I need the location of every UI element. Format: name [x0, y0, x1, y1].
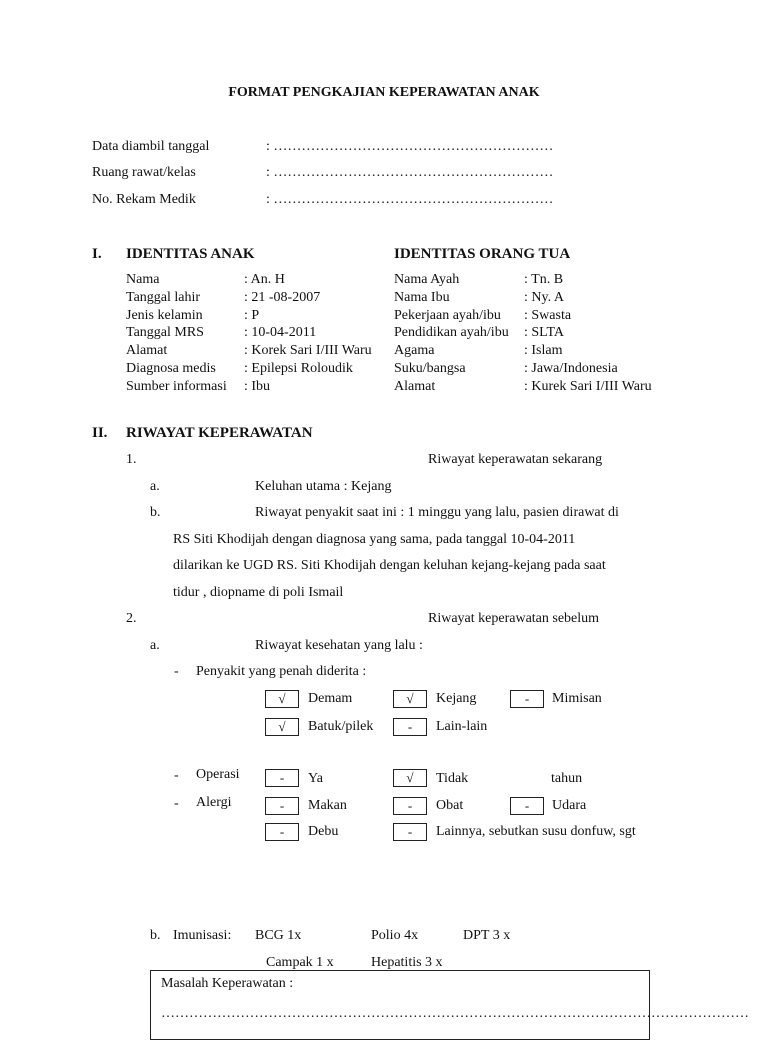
father-name-value: : Tn. B: [524, 272, 564, 287]
nursing-problem-label: Masalah Keperawatan :: [161, 976, 294, 991]
child-diagnosis-value: : Epilepsi Roloudik: [244, 361, 353, 376]
section-2-number: II.: [92, 425, 108, 441]
child-birthdate-label: Tanggal lahir: [126, 290, 201, 305]
alergi-udara-checkbox[interactable]: -: [510, 797, 544, 815]
mimisan-checkbox[interactable]: -: [510, 690, 544, 708]
past-health-label: Riwayat kesehatan yang lalu :: [255, 638, 423, 653]
item-1-title: Riwayat keperawatan sekarang: [428, 452, 603, 467]
medical-record-value: : ……………………………………………………: [266, 192, 554, 207]
imunisasi-dpt: DPT 3 x: [463, 928, 511, 943]
operasi-year-label: tahun: [551, 771, 583, 786]
section-1-title: IDENTITAS ANAK: [126, 246, 255, 262]
operasi-ya-label: Ya: [308, 771, 323, 786]
operasi-ya-checkbox[interactable]: -: [265, 769, 299, 787]
imunisasi-letter: b.: [150, 928, 161, 943]
nursing-problem-box: [150, 970, 749, 1040]
lain-lain-label: Lain-lain: [436, 719, 488, 734]
lain-lain-checkbox[interactable]: -: [393, 718, 427, 736]
kejang-label: Kejang: [436, 691, 477, 706]
page-title: FORMAT PENGKAJIAN KEPERAWATAN ANAK: [228, 85, 540, 100]
parents-occupation-label: Pekerjaan ayah/ibu: [394, 308, 501, 323]
alergi-obat-checkbox[interactable]: -: [393, 797, 427, 815]
imunisasi-bcg: BCG 1x: [255, 928, 302, 943]
child-birthdate-value: : 21 -08-2007: [244, 290, 321, 305]
item-2-title: Riwayat keperawatan sebelum: [428, 611, 600, 626]
current-illness-line-1: Riwayat penyakit saat ini : 1 minggu yang lalu, pasien dirawat di: [255, 505, 619, 520]
alergi-udara-label: Udara: [552, 798, 587, 813]
child-diagnosis-label: Diagnosa medis: [126, 361, 216, 376]
item-2-number: 2.: [126, 611, 137, 626]
child-name-label: Nama: [126, 272, 160, 287]
demam-checkbox[interactable]: √: [265, 690, 299, 708]
operasi-tidak-checkbox[interactable]: √: [393, 769, 427, 787]
mother-name-label: Nama Ibu: [394, 290, 450, 305]
batuk-pilek-label: Batuk/pilek: [308, 719, 374, 734]
child-sex-value: : P: [244, 308, 260, 323]
nursing-problem-dots[interactable]: ………………………………………………………………………………………………………………: [161, 1006, 749, 1021]
child-address-label: Alamat: [126, 343, 168, 358]
imunisasi-campak: Campak 1 x: [266, 955, 334, 970]
item-1b-letter: b.: [150, 505, 161, 520]
diseases-label: Penyakit yang penah diderita :: [196, 664, 367, 679]
current-illness-line-3: dilarikan ke UGD RS. Siti Khodijah dengan keluhan kejang-kejang pada saat: [173, 558, 606, 573]
room-class-value: : ……………………………………………………: [266, 165, 554, 180]
medical-record-label: No. Rekam Medik: [92, 192, 196, 207]
child-admission-label: Tanggal MRS: [126, 325, 204, 340]
alergi-lainnya-checkbox[interactable]: -: [393, 823, 427, 841]
mother-name-value: : Ny. A: [524, 290, 564, 305]
imunisasi-hepatitis: Hepatitis 3 x: [371, 955, 443, 970]
ethnicity-value: : Jawa/Indonesia: [524, 361, 618, 376]
diseases-dash: -: [174, 664, 179, 679]
operasi-tidak-label: Tidak: [436, 771, 469, 786]
item-1a-letter: a.: [150, 479, 160, 494]
parents-education-value: : SLTA: [524, 325, 564, 340]
imunisasi-polio: Polio 4x: [371, 928, 419, 943]
current-illness-line-4: tidur , diopname di poli Ismail: [173, 585, 344, 600]
mimisan-label: Mimisan: [552, 691, 602, 706]
child-name-value: : An. H: [244, 272, 285, 287]
father-name-label: Nama Ayah: [394, 272, 460, 287]
parents-occupation-value: : Swasta: [524, 308, 572, 323]
parents-address-label: Alamat: [394, 379, 436, 394]
demam-label: Demam: [308, 691, 353, 706]
child-source-value: : Ibu: [244, 379, 271, 394]
room-class-label: Ruang rawat/kelas: [92, 165, 196, 180]
chief-complaint: Keluhan utama : Kejang: [255, 479, 392, 494]
child-sex-label: Jenis kelamin: [126, 308, 203, 323]
item-2a-letter: a.: [150, 638, 160, 653]
parents-identity-title: IDENTITAS ORANG TUA: [394, 246, 571, 262]
child-source-label: Sumber informasi: [126, 379, 227, 394]
alergi-dash: -: [174, 796, 179, 811]
date-taken-label: Data diambil tanggal: [92, 139, 210, 154]
operasi-dash: -: [174, 768, 179, 783]
parents-address-value: : Kurek Sari I/III Waru: [524, 379, 652, 394]
child-address-value: : Korek Sari I/III Waru: [244, 343, 372, 358]
alergi-lainnya-label: Lainnya, sebutkan susu donfuw, sgt: [436, 824, 636, 839]
current-illness-line-2: RS Siti Khodijah dengan diagnosa yang sama, pada tanggal 10-04-2011: [173, 532, 576, 547]
date-taken-value: : ……………………………………………………: [266, 139, 554, 154]
child-admission-value: : 10-04-2011: [244, 325, 317, 340]
religion-label: Agama: [394, 343, 435, 358]
alergi-obat-label: Obat: [436, 798, 464, 813]
alergi-debu-checkbox[interactable]: -: [265, 823, 299, 841]
imunisasi-label: Imunisasi:: [173, 928, 232, 943]
operasi-label: Operasi: [196, 767, 240, 782]
alergi-makan-checkbox[interactable]: -: [265, 797, 299, 815]
alergi-debu-label: Debu: [308, 824, 339, 839]
alergi-label: Alergi: [196, 795, 232, 810]
section-2-title: RIWAYAT KEPERAWATAN: [126, 425, 313, 441]
ethnicity-label: Suku/bangsa: [394, 361, 466, 376]
parents-education-label: Pendidikan ayah/ibu: [394, 325, 509, 340]
section-1-number: I.: [92, 246, 102, 262]
religion-value: : Islam: [524, 343, 563, 358]
item-1-number: 1.: [126, 452, 137, 467]
alergi-makan-label: Makan: [308, 798, 347, 813]
kejang-checkbox[interactable]: √: [393, 690, 427, 708]
batuk-pilek-checkbox[interactable]: √: [265, 718, 299, 736]
